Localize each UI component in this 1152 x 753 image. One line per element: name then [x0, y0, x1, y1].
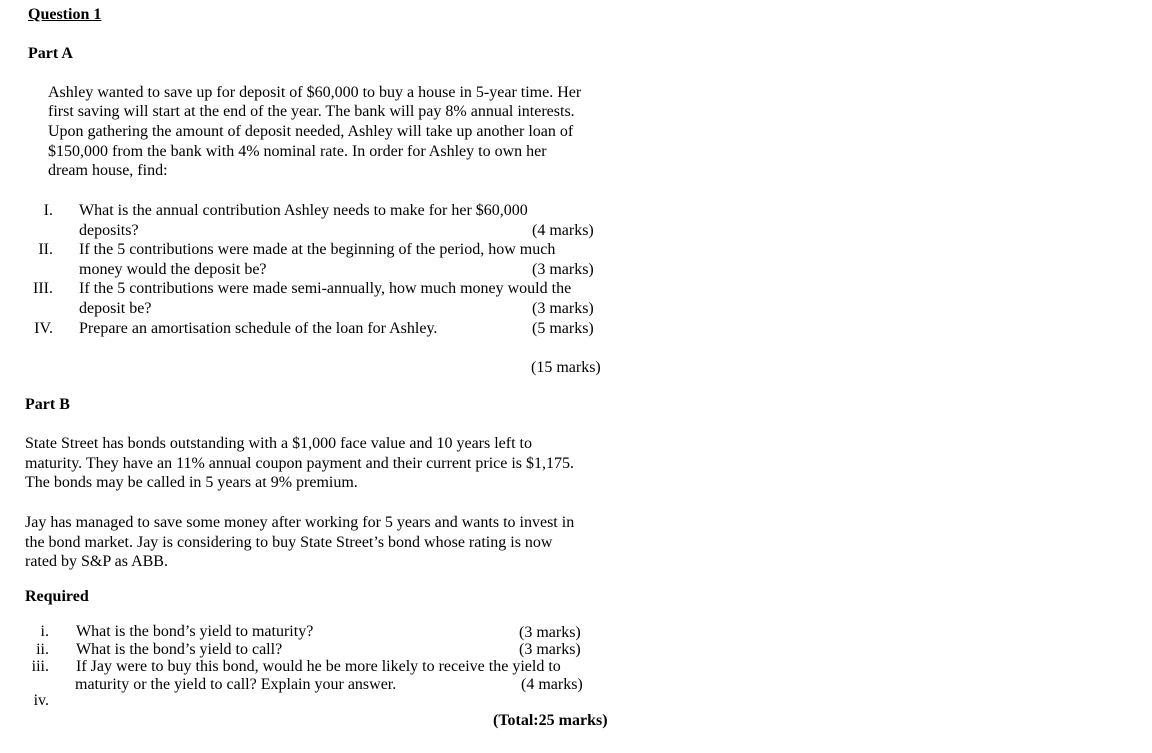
- question-text: What is the bond’s yield to maturity?: [76, 623, 314, 640]
- question-marks: (4 marks): [521, 676, 583, 693]
- paragraph-line: Jay has managed to save some money after working for 5 years and wants to invest in: [25, 514, 575, 531]
- question-numeral: iv.: [33, 692, 49, 709]
- paragraph-line: State Street has bonds outstanding with a $1,000 face value and 10 years left to: [25, 435, 532, 452]
- question-marks: (3 marks): [532, 300, 594, 317]
- question-text: If the 5 contributions were made at the beginning of the period, how much: [79, 241, 556, 258]
- question-text: What is the annual contribution Ashley needs to make for her $60,000: [79, 202, 528, 219]
- paragraph-line: the bond market. Jay is considering to buy State Street’s bond whose rating is now: [25, 534, 553, 551]
- question-text: If the 5 contributions were made semi-annually, how much money would the: [79, 280, 572, 297]
- question-text: Prepare an amortisation schedule of the loan for Ashley.: [79, 320, 438, 337]
- part-a-total-marks: (15 marks): [531, 359, 601, 376]
- question-marks: (3 marks): [532, 261, 594, 278]
- question-marks: (4 marks): [532, 222, 594, 239]
- intro-line: $150,000 from the bank with 4% nominal rate. In order for Ashley to own her: [48, 143, 547, 160]
- question-text: What is the bond’s yield to call?: [76, 641, 283, 658]
- question-text: money would the deposit be?: [79, 261, 267, 278]
- question-text: deposits?: [79, 222, 139, 239]
- paragraph-line: rated by S&P as ABB.: [25, 553, 168, 570]
- question-numeral: II.: [38, 241, 53, 258]
- part-a-heading: Part A: [28, 45, 73, 62]
- paragraph-line: maturity. They have an 11% annual coupon payment and their current price is $1,175.: [25, 455, 575, 472]
- question-text: deposit be?: [79, 300, 152, 317]
- question-marks: (5 marks): [532, 320, 594, 337]
- question-marks: (3 marks): [519, 641, 581, 658]
- question-numeral: I.: [43, 202, 53, 219]
- question-text: maturity or the yield to call? Explain your answer.: [75, 676, 397, 693]
- paragraph-line: The bonds may be called in 5 years at 9% premium.: [25, 474, 358, 491]
- question-text: If Jay were to buy this bond, would he be more likely to receive the yield to: [76, 658, 561, 675]
- question-title: Question 1: [28, 6, 102, 23]
- question-numeral: IV.: [34, 320, 53, 337]
- question-marks: (3 marks): [519, 624, 581, 641]
- question-numeral: III.: [33, 280, 53, 297]
- question-numeral: ii.: [36, 641, 49, 658]
- intro-line: dream house, find:: [48, 162, 168, 179]
- part-b-heading: Part B: [25, 396, 70, 413]
- question-numeral: iii.: [31, 658, 49, 675]
- intro-line: Upon gathering the amount of deposit needed, Ashley will take up another loan of: [48, 123, 574, 140]
- intro-line: Ashley wanted to save up for deposit of $60,000 to buy a house in 5-year time. Her: [48, 84, 582, 101]
- required-heading: Required: [25, 588, 89, 605]
- intro-line: first saving will start at the end of the year. The bank will pay 8% annual interests.: [48, 103, 575, 120]
- question-numeral: i.: [40, 623, 49, 640]
- total-marks: (Total:25 marks): [493, 712, 608, 729]
